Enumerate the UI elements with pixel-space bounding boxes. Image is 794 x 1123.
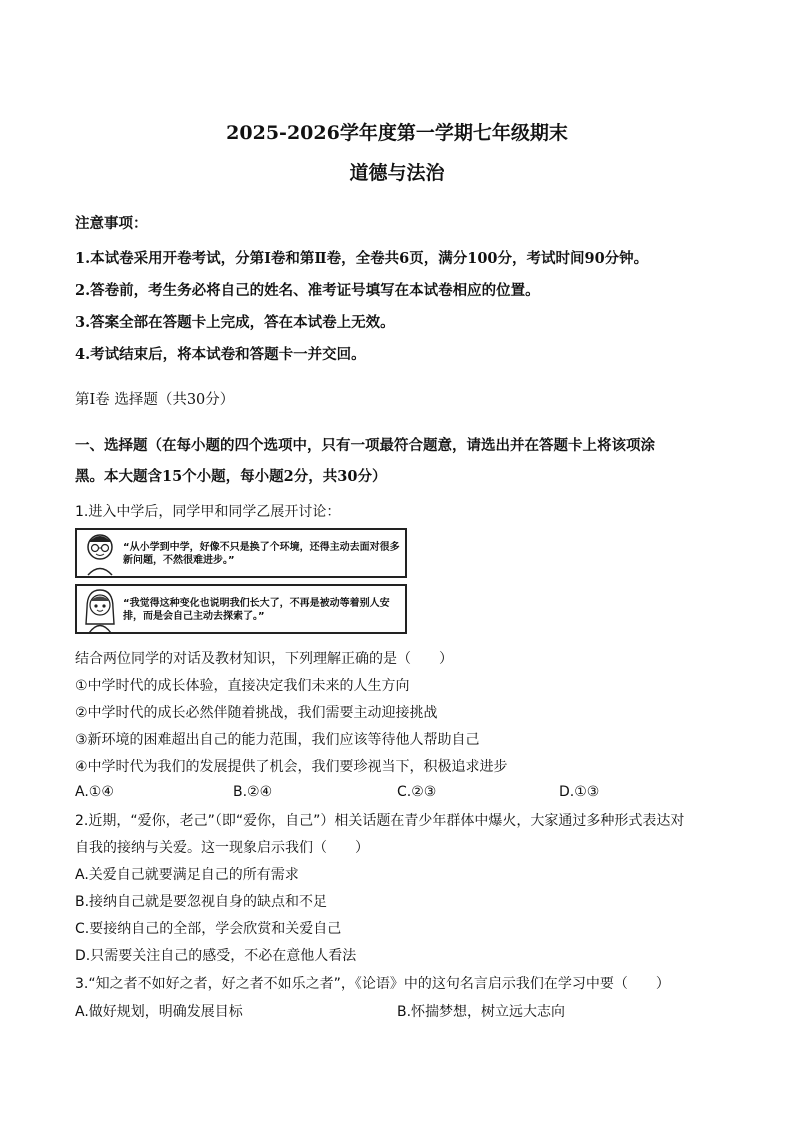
q1-option-b: B.②④ (233, 784, 273, 800)
q2-option-a: A.关爱自己就要满足自己的所有需求 (75, 867, 299, 883)
q2-stem: 2.近期，“爱你，老己”（即“爱你，自己”）相关话题在青少年群体中爆火，大家通过多种形式表达对 (75, 813, 685, 829)
part1-heading: 第Ⅰ卷 选择题（共30分） (75, 392, 235, 408)
dialog-box-student-a (75, 528, 407, 578)
girl-avatar-icon (83, 588, 117, 634)
q1-question: 结合两位同学的对话及教材知识，下列理解正确的是（ ） (75, 651, 453, 667)
q1-statement: ②中学时代的成长必然伴随着挑战，我们需要主动迎接挑战 (75, 705, 438, 721)
note-item: 3.答案全部在答题卡上完成，答在本试卷上无效。 (75, 314, 395, 331)
exam-subject: 道德与法治 (349, 162, 445, 184)
q3-option-b: B.怀揣梦想，树立远大志向 (397, 1004, 566, 1020)
dialog-box-student-b (75, 584, 407, 634)
q1-statement: ①中学时代的成长体验，直接决定我们未来的人生方向 (75, 678, 410, 694)
q1-statement: ④中学时代为我们的发展提供了机会，我们要珍视当下，积极追求进步 (75, 759, 508, 775)
q1-option-c: C.②③ (397, 784, 437, 800)
note-item: 1.本试卷采用开卷考试，分第Ⅰ卷和第Ⅱ卷，全卷共6页，满分100分，考试时间90分钟。 (75, 250, 649, 267)
dialog-text-student-b: “我觉得这种变化也说明我们长大了，不再是被动等着别人安排，而是会自己主动去探索了。” (123, 598, 390, 622)
q1-stem: 1.进入中学后，同学甲和同学乙展开讨论： (75, 504, 341, 520)
q3-option-a: A.做好规划，明确发展目标 (75, 1004, 243, 1020)
q2-stem-cont: 自我的接纳与关爱。这一现象启示我们（ ） (75, 840, 369, 856)
exam-title: 2025-2026学年度第一学期七年级期末 (226, 122, 568, 144)
q2-option-b: B.接纳自己就是要忽视自身的缺点和不足 (75, 894, 328, 910)
q1-statement: ③新环境的困难超出自己的能力范围，我们应该等待他人帮助自己 (75, 732, 480, 748)
dialog-text-student-a: “从小学到中学，好像不只是换了个环境，还得主动去面对很多新问题，不然很难进步。” (123, 542, 400, 566)
q3-stem: 3.“知之者不如好之者，好之者不如乐之者”，《论语》中的这句名言启示我们在学习中要（ ） (75, 976, 670, 992)
q1-option-a: A.①④ (75, 784, 114, 800)
note-item: 4.考试结束后，将本试卷和答题卡一并交回。 (75, 346, 366, 363)
section-instructions: 一、选择题（在每小题的四个选项中，只有一项最符合题意，请选出并在答题卡上将该项涂 (75, 437, 655, 454)
section-instructions-cont: 黑。本大题含15个小题，每小题2分，共30分） (75, 468, 387, 485)
note-item: 2.答卷前，考生务必将自己的姓名、准考证号填写在本试卷相应的位置。 (75, 282, 540, 299)
q2-option-c: C.要接纳自己的全部，学会欣赏和关爱自己 (75, 921, 342, 937)
q1-option-d: D.①③ (559, 784, 600, 800)
boy-avatar-icon (83, 532, 117, 576)
notes-heading: 注意事项： (75, 215, 148, 232)
q2-option-d: D.只需要关注自己的感受，不必在意他人看法 (75, 948, 357, 964)
